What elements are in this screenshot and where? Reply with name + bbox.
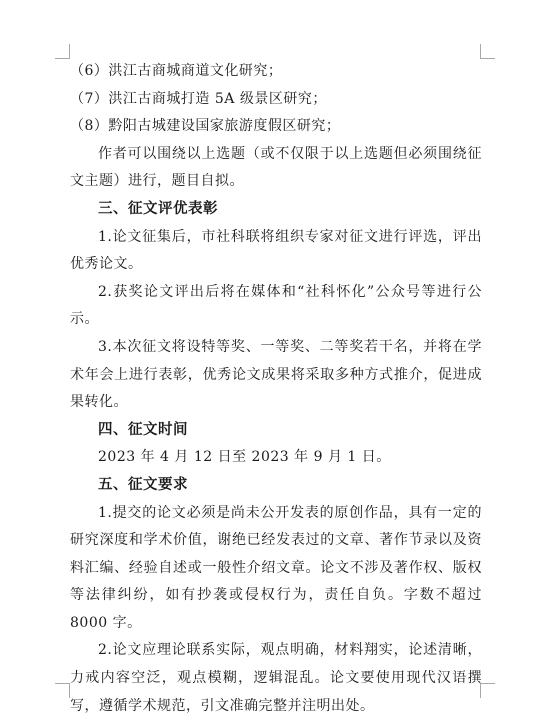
- topic-note: 作者可以围绕以上选题（或不仅限于以上选题但必须围绕征文主题）进行，题目自拟。: [70, 145, 482, 190]
- section-5-heading: 五、征文要求: [98, 476, 188, 493]
- crop-mark-bottom-left: [55, 683, 70, 698]
- section-3-heading: 三、征文评优表彰: [98, 200, 218, 217]
- section-3-paragraph-3: 3.本次征文将设特等奖、一等奖、二等奖若干名，并将在学术年会上进行表彰，优秀论文成果将采取多种方式推介，促进成果转化。: [70, 338, 482, 411]
- section-5-paragraph-2: 2.论文应理论联系实际，观点明确，材料翔实，论述清晰，力戒内容空泛，观点模糊，逻辑混乱。论文要使用现代汉语撰写，遵循学术规范，引文准确完整并注明出处。: [70, 642, 482, 714]
- topic-item-6: （6）洪江古商城商道文化研究；: [70, 63, 283, 79]
- crop-mark-bottom-right: [480, 683, 495, 698]
- section-4-heading: 四、征文时间: [98, 421, 188, 438]
- topic-item-7: （7）洪江古商城打造 5A 级景区研究；: [70, 90, 327, 107]
- crop-mark-top-left: [55, 44, 70, 59]
- topic-item-8: （8）黔阳古城建设国家旅游度假区研究；: [70, 118, 341, 135]
- section-3-paragraph-2: 2.获奖论文评出后将在媒体和“社科怀化”公众号等进行公示。: [70, 283, 482, 328]
- crop-mark-top-right: [480, 44, 495, 59]
- section-5-paragraph-1: 1.提交的论文必须是尚未公开发表的原创作品，具有一定的研究深度和学术价值，谢绝已经发表过的文章、著作节录以及资料汇编、经验自述或一般性介绍文章。论文不涉及著作权、版权等法律纠纷，如有抄袭或侵权行为，责任自负。字数不超过 8000 字。: [70, 504, 482, 631]
- section-3-paragraph-1: 1.论文征集后，市社科联将组织专家对征文进行评选，评出优秀论文。: [70, 228, 482, 273]
- document-body: [70, 58, 482, 720]
- section-4-paragraph-1: 2023 年 4 月 12 日至 2023 年 9 月 1 日。: [98, 449, 391, 466]
